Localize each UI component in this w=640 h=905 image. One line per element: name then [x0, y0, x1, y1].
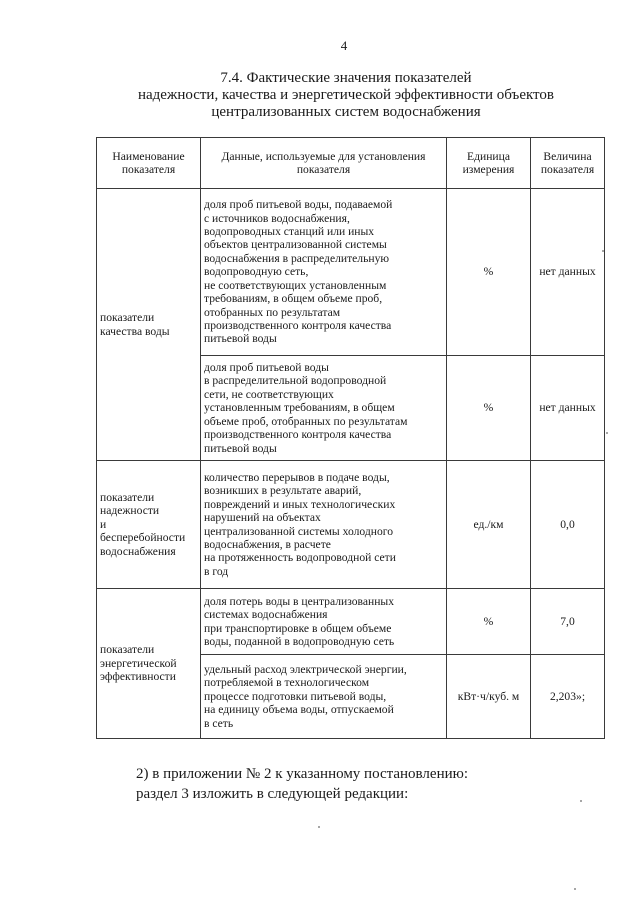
description-line: водоснабжения, в расчете — [204, 537, 331, 551]
indicator-name-line: эффективности — [100, 670, 176, 684]
heading-line: 7.4. Фактические значения показателей — [220, 70, 472, 86]
description-line: в распределительной водопроводной — [204, 374, 387, 388]
closing-text — [136, 764, 596, 804]
value-cell: нет данных — [531, 189, 605, 356]
value-cell: 0,0 — [531, 461, 605, 589]
description-line: объектов централизованной системы — [204, 238, 387, 252]
description-line: сети, не соответствующих — [204, 387, 334, 401]
scan-speck — [606, 432, 608, 434]
indicator-name-line: надежности — [100, 504, 160, 518]
header-data-used: Данные, используемые для установления показателя — [201, 138, 447, 189]
indicator-name-line: показатели — [100, 490, 155, 504]
scan-speck — [574, 888, 576, 890]
unit-cell: % — [447, 189, 531, 356]
description-line: воды, поданной в водопроводную сеть — [204, 634, 395, 648]
section-heading — [96, 70, 596, 121]
description-line: при транспортировке в общем объеме — [204, 621, 392, 635]
description-line: на единицу объема воды, отпускаемой — [204, 703, 394, 717]
description-line: нарушений на объектах — [204, 511, 321, 525]
header-unit: Единица измерения — [447, 138, 531, 189]
description-line: объеме проб, отобранных по результатам — [204, 414, 408, 428]
description-line: процессе подготовки питьевой воды, — [204, 689, 387, 703]
scan-speck — [602, 250, 604, 252]
scan-speck — [580, 800, 582, 802]
description-line: водопроводную сеть, — [204, 265, 309, 279]
indicator-name-cell — [97, 589, 201, 739]
description-line: потребляемой в технологическом — [204, 676, 370, 690]
data-description-cell — [201, 356, 447, 461]
unit-cell: % — [447, 589, 531, 655]
indicator-name-line: качества воды — [100, 324, 170, 338]
description-line: производственного контроля качества — [204, 318, 392, 332]
description-line: повреждений и иных технологических — [204, 497, 396, 511]
data-description-cell — [201, 461, 447, 589]
closing-line: раздел 3 изложить в следующей редакции: — [136, 786, 409, 802]
description-line: питьевой воды — [204, 441, 277, 455]
description-line: в сеть — [204, 716, 234, 730]
value-cell: 7,0 — [531, 589, 605, 655]
description-line: не соответствующих установленным — [204, 278, 387, 292]
description-line: доля потерь воды в централизованных — [204, 594, 394, 608]
indicator-name-line: водоснабжения — [100, 544, 176, 558]
header-value: Величина показателя — [531, 138, 605, 189]
indicator-name-line: бесперебойности — [100, 531, 186, 545]
unit-cell: ед./км — [447, 461, 531, 589]
description-line: удельный расход электрической энергии, — [204, 662, 407, 676]
description-line: отобранных по результатам — [204, 305, 341, 319]
description-line: количество перерывов в подаче воды, — [204, 470, 390, 484]
data-description-cell — [201, 589, 447, 655]
table-row — [97, 189, 605, 356]
description-line: в год — [204, 564, 229, 578]
description-line: производственного контроля качества — [204, 428, 392, 442]
description-line: питьевой воды — [204, 332, 277, 346]
description-line: возникших в результате аварий, — [204, 484, 362, 498]
page-number: 4 — [340, 38, 348, 53]
table-row — [97, 461, 605, 589]
value-cell: 2,203»; — [531, 655, 605, 739]
unit-cell: % — [447, 356, 531, 461]
heading-line: надежности, качества и энергетической эффективности объектов — [137, 87, 554, 103]
data-description-cell — [201, 655, 447, 739]
indicator-name-line: показатели — [100, 643, 155, 657]
closing-line: 2) в приложении № 2 к указанному постановлению: — [136, 766, 468, 782]
scan-speck — [318, 826, 320, 828]
description-line: водоснабжения в распределительную — [204, 251, 390, 265]
indicators-table — [96, 137, 605, 739]
description-line: доля проб питьевой воды, подаваемой — [204, 198, 393, 212]
indicator-name-line: энергетической — [100, 656, 177, 670]
heading-line: централизованных систем водоснабжения — [211, 104, 481, 120]
description-line: системах водоснабжения — [204, 608, 328, 622]
table-body — [97, 189, 605, 739]
value-cell: нет данных — [531, 356, 605, 461]
description-line: на протяженность водопроводной сети — [204, 551, 396, 565]
unit-cell: кВт·ч/куб. м — [447, 655, 531, 739]
description-line: требованиям, в общем объеме проб, — [204, 292, 383, 306]
indicator-name-line: показатели — [100, 311, 155, 325]
description-line: установленным требованиям, в общем — [204, 401, 395, 415]
indicator-name-cell — [97, 189, 201, 461]
description-line: доля проб питьевой воды — [204, 361, 329, 375]
data-description-cell — [201, 189, 447, 356]
description-line: централизованной системы холодного — [204, 524, 394, 538]
header-indicator-name: Наименование показателя — [97, 138, 201, 189]
table-header-row — [97, 138, 605, 189]
description-line: с источников водоснабжения, — [204, 211, 350, 225]
indicator-name-cell — [97, 461, 201, 589]
description-line: водопроводных станций или иных — [204, 225, 375, 239]
table-row — [97, 589, 605, 655]
indicator-name-line: и — [100, 517, 107, 531]
